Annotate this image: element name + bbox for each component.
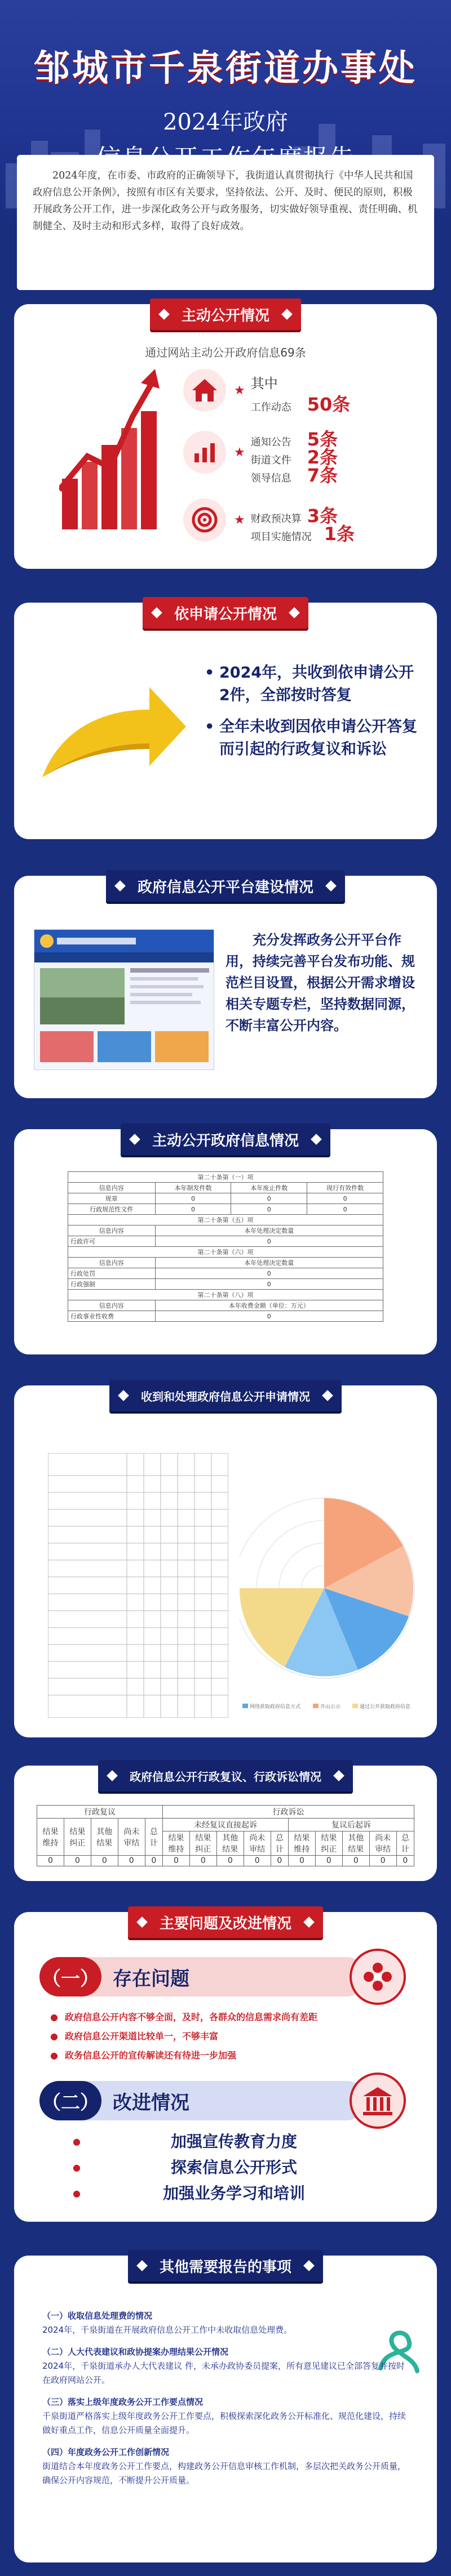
stat-group-finance — [183, 498, 426, 545]
flower-icon — [350, 1949, 406, 2005]
table-cell: 0 — [145, 1856, 162, 1866]
matter-heading: （一）收取信息处理费的情况 — [42, 2311, 153, 2321]
table-cell: 0 — [271, 1856, 288, 1866]
table-row — [68, 1172, 383, 1183]
problems-header — [39, 1957, 366, 1996]
table-header: 行政复议 — [37, 1806, 163, 1819]
problems-list — [48, 2008, 420, 2065]
table-header: 总计 — [271, 1831, 288, 1856]
matter-text: 2024年，千泉街道承办人大代表建议 件，未承办政协委员提案，所有意见建议已全部答复并按时在政府网站公开。 — [42, 2361, 405, 2385]
table-cell: 0 — [162, 1856, 189, 1866]
section-review-litigation — [14, 1766, 437, 1881]
star-icon: ★ — [234, 512, 245, 527]
table-cell: 本年处理决定数量 — [155, 1258, 383, 1268]
problem-item: ● 政府信息公开内容不够全面，及时，各群众的信息需求尚有差距 — [48, 2008, 420, 2027]
table-cell: 本年处理决定数量 — [155, 1225, 383, 1236]
table-cell: 行政强制 — [68, 1279, 156, 1290]
table-cell: 本年收费金额（单位：万元） — [155, 1300, 383, 1311]
disclosure-table — [68, 1171, 383, 1322]
legend-item: 通过公开获取政府信息 — [360, 1704, 411, 1710]
house-icon — [183, 369, 226, 412]
table-row — [68, 1247, 383, 1258]
applications-table-thumbnail — [48, 1453, 228, 1718]
application-stat-item: • 2024年，共收到依申请公开2件，全部按时答复 — [200, 662, 420, 707]
table-cell: 0 — [396, 1856, 414, 1866]
stat-value: 7条 — [307, 465, 338, 486]
matter-text: 千泉街道严格落实上级年度政务公开工作要点，积极探索深化政务公开标准化、规范化建设，持续做好重点工作，信息公开质量全面提升。 — [42, 2411, 406, 2435]
stat-label: 项目实施情况 — [250, 531, 312, 543]
stat-value: 50条 — [307, 394, 351, 415]
stat-group-dynamics — [183, 369, 426, 415]
table-cell: 信息内容 — [68, 1258, 156, 1268]
table-cell: 第二十条第（八）项 — [68, 1290, 383, 1300]
section-title: 主动公开情况 — [150, 298, 301, 330]
improve-item: ● 探索信息公开形式 — [70, 2155, 381, 2181]
matter-text: 2024年，千泉街道在开展政府信息公开工作中未收取信息处理费。 — [42, 2325, 293, 2335]
stat-label: 街道文件 — [250, 454, 291, 466]
table-cell: 第二十条第（五）项 — [68, 1215, 383, 1225]
matter-heading: （三）落实上级年度政务公开工作要点情况 — [42, 2397, 204, 2407]
table-row — [68, 1225, 383, 1236]
table-row — [68, 1215, 383, 1225]
matter-heading: （四）年度政务公开工作创新情况 — [42, 2447, 170, 2457]
table-header: 结果纠正 — [315, 1831, 342, 1856]
table-cell: 0 — [369, 1856, 396, 1866]
problems-label: 存在问题 — [113, 1967, 189, 1990]
improve-label: 改进情况 — [113, 2091, 189, 2114]
table-cell: 0 — [307, 1204, 383, 1215]
table-cell: 行政处罚 — [68, 1268, 156, 1279]
table-row — [37, 1806, 414, 1819]
table-cell: 信息内容 — [68, 1225, 156, 1236]
matter-heading: （二）人大代表建议和政协提案办理结果公开情况 — [42, 2347, 229, 2357]
table-row — [68, 1193, 383, 1204]
improve-header — [39, 2081, 366, 2120]
table-cell: 0 — [231, 1193, 307, 1204]
stat-value: 5条 — [307, 429, 338, 450]
table-cell: 第二十条第（一）项 — [68, 1172, 383, 1183]
problems-number: （一） — [39, 1957, 101, 1996]
table-cell: 本年制发件数 — [155, 1183, 231, 1193]
stat-label: 财政预决算 — [250, 513, 302, 525]
legend-item: 网络获取政府信息方式 — [250, 1704, 301, 1710]
table-row — [68, 1183, 383, 1193]
section-platform-construction — [14, 876, 437, 1098]
matter-text: 街道结合本年度政务公开工作要点，构建政务公开信息审核工作机制，多层次把关政务公开质量，确保公开内容规范，不断提升公开质量。 — [42, 2461, 406, 2485]
section-title: 依申请公开情况 — [143, 597, 308, 629]
table-cell: 0 — [155, 1204, 231, 1215]
table-header: 总计 — [396, 1831, 414, 1856]
section-application-disclosure — [14, 603, 437, 839]
platform-description: 充分发挥政务公开平台作用，持续完善平台发布功能、规范栏目设置，根据公开需求增设相关专题专栏，坚持数据同源，不断丰富公开内容。 — [226, 932, 415, 1033]
table-header: 总计 — [145, 1819, 162, 1856]
table-header: 其他结果 — [216, 1831, 244, 1856]
table-row — [68, 1279, 383, 1290]
table-header: 结果纠正 — [189, 1831, 216, 1856]
table-cell: 0 — [155, 1193, 231, 1204]
table-cell: 0 — [37, 1856, 64, 1866]
table-header: 结果维持 — [162, 1831, 189, 1856]
table-cell: 0 — [64, 1856, 91, 1866]
disclosure-caption: 通过网站主动公开政府信息69条 — [145, 346, 306, 359]
section-active-disclosure — [14, 304, 437, 569]
table-cell: 行政规范性文件 — [68, 1204, 156, 1215]
stat-label: 领导信息 — [250, 473, 291, 484]
application-stat-item: • 全年未收到因依申请公开答复而引起的行政复议和诉讼 — [200, 716, 420, 761]
table-header: 复议后起诉 — [288, 1819, 414, 1831]
table-cell: 0 — [288, 1856, 315, 1866]
table-row — [37, 1819, 414, 1831]
table-header: 尚未审结 — [118, 1819, 145, 1856]
legend-item: 开山公示 — [320, 1704, 341, 1710]
section-title: 主动公开政府信息情况 — [121, 1124, 330, 1155]
section-title: 其他需要报告的事项 — [128, 2250, 323, 2281]
stat-label: 通知公告 — [250, 436, 291, 448]
table-cell: 0 — [189, 1856, 216, 1866]
table-row — [68, 1204, 383, 1215]
table-cell: 信息内容 — [68, 1300, 156, 1311]
table-cell: 0 — [155, 1236, 383, 1247]
stat-value: 1条 — [324, 523, 355, 545]
table-header: 结果纠正 — [64, 1819, 91, 1856]
problem-item: ● 政务信息公开的宣传解读还有待进一步加强 — [48, 2046, 420, 2065]
section-applications-handling — [14, 1385, 437, 1737]
table-header: 结果维持 — [288, 1831, 315, 1856]
table-row — [68, 1311, 383, 1322]
table-cell: 0 — [118, 1856, 145, 1866]
target-icon — [183, 498, 226, 541]
table-header: 未经复议直接起诉 — [162, 1819, 288, 1831]
review-litigation-table — [37, 1805, 414, 1866]
table-cell: 规章 — [68, 1193, 156, 1204]
table-cell: 0 — [155, 1268, 383, 1279]
page-subtitle-year: 2024年政府 — [163, 109, 288, 135]
table-cell: 0 — [315, 1856, 342, 1866]
table-cell: 现行有效件数 — [307, 1183, 383, 1193]
section-title: 政府信息公开平台建设情况 — [106, 870, 345, 902]
table-row — [68, 1258, 383, 1268]
problem-item: ● 政府信息公开渠道比较单一，不够丰富 — [48, 2027, 420, 2046]
table-cell: 0 — [231, 1204, 307, 1215]
section-title: 主要问题及改进情况 — [128, 1906, 323, 1938]
table-header: 其他结果 — [91, 1819, 118, 1856]
table-row — [68, 1300, 383, 1311]
table-cell: 0 — [91, 1856, 118, 1866]
table-header: 行政诉讼 — [162, 1806, 414, 1819]
table-row — [68, 1236, 383, 1247]
curved-arrow-icon — [37, 665, 189, 800]
table-cell: 行政事业性收费 — [68, 1311, 156, 1322]
applications-radar-chart — [240, 1447, 426, 1718]
intro-paragraph: 2024年度，在市委、市政府的正确领导下，我街道认真贯彻执行《中华人民共和国政府信息公开条例》，按照有市区有关要求，坚持依法、公开、及时、便民的原则，积极开展政务公开工作，进一步深化政务公开与政务服务，切实做好领导重视、责任明确、机制健全、及时主动和形式多样，取得了良好成效。 — [17, 155, 434, 290]
stat-label: 其中 — [250, 376, 278, 391]
table-cell: 0 — [155, 1279, 383, 1290]
table-header: 尚未审结 — [244, 1831, 271, 1856]
section-problems-improvements — [14, 1912, 437, 2222]
table-header: 其他结果 — [342, 1831, 369, 1856]
table-row — [37, 1856, 414, 1866]
other-matters-list — [42, 2309, 409, 2488]
table-row — [68, 1268, 383, 1279]
stat-value: 2条 — [307, 447, 338, 468]
table-cell: 0 — [155, 1311, 383, 1322]
table-cell: 0 — [307, 1193, 383, 1204]
section-other-matters — [14, 2256, 437, 2562]
section-active-info-table — [14, 1129, 437, 1354]
table-header: 结果维持 — [37, 1819, 64, 1856]
growth-bar-chart-icon — [59, 366, 161, 535]
table-cell: 信息内容 — [68, 1183, 156, 1193]
improve-item: ● 加强宣传教育力度 — [70, 2129, 381, 2155]
stat-group-notices — [183, 425, 426, 486]
table-cell: 0 — [216, 1856, 244, 1866]
star-icon: ★ — [234, 445, 245, 460]
table-cell: 行政许可 — [68, 1236, 156, 1247]
table-cell: 0 — [244, 1856, 271, 1866]
stat-value: 3条 — [307, 505, 338, 527]
table-cell: 本年废止件数 — [231, 1183, 307, 1193]
stat-label: 工作动态 — [250, 402, 291, 413]
page-title: 邹城市千泉街道办事处 — [34, 47, 417, 90]
improve-number: （二） — [39, 2081, 101, 2120]
section-title: 收到和处理政府信息公开申请情况 — [109, 1380, 342, 1411]
building-icon — [350, 2073, 406, 2129]
application-stats — [200, 662, 420, 770]
table-cell: 第二十条第（六）项 — [68, 1247, 383, 1258]
table-header: 尚未审结 — [369, 1831, 396, 1856]
table-cell: 0 — [342, 1856, 369, 1866]
improve-item: ● 加强业务学习和培训 — [70, 2181, 381, 2207]
section-title: 政府信息公开行政复议、行政诉讼情况 — [98, 1760, 353, 1791]
bar-chart-icon — [183, 431, 226, 474]
improve-list — [70, 2129, 381, 2207]
website-screenshot-image — [34, 929, 214, 1070]
star-icon: ★ — [234, 383, 245, 398]
table-row — [68, 1290, 383, 1300]
